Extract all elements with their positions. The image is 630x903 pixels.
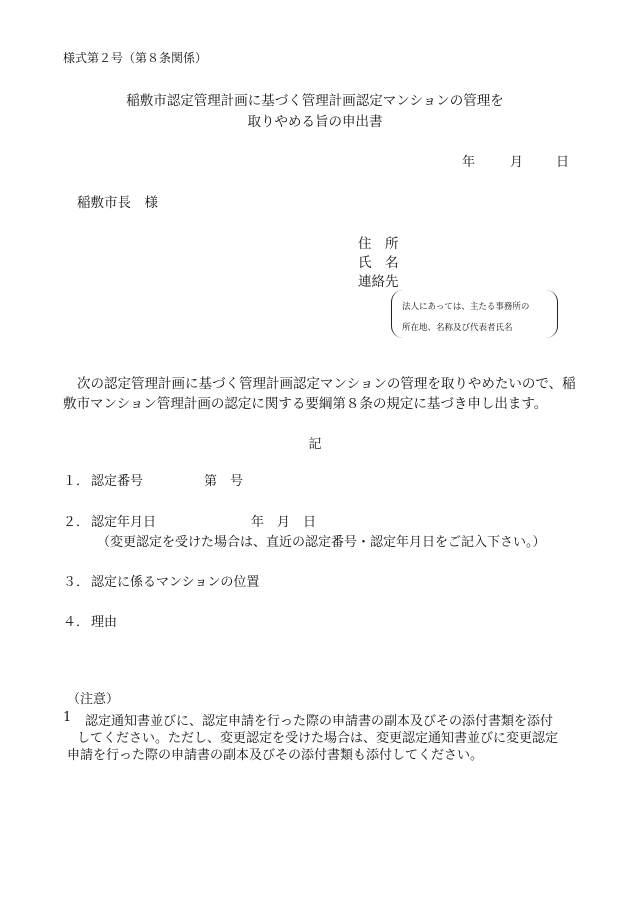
item-4-number: ４． (63, 615, 90, 630)
item-3-number: ３． (63, 575, 90, 590)
body-text-line2: 敷市マンション管理計画の認定に関する要綱第８条の規定に基づき申し出ます。 (63, 396, 548, 412)
item-1-value: 第 号 (204, 474, 244, 489)
notes-heading: （注意） (67, 692, 120, 707)
item-1-label: 認定番号 (91, 474, 144, 489)
item-2-note: （変更認定を受けた場合は、直近の認定番号・認定年月日をご記入下さい。） (97, 535, 546, 550)
notes-item-number: 1 (63, 710, 72, 725)
form-title-line2: 取りやめる旨の申出書 (247, 114, 383, 130)
addressee: 稲敷市長 様 (77, 195, 158, 211)
applicant-name-label: 氏 名 (358, 255, 399, 271)
corporate-note-line2: 所在地、名称及び代表者氏名 (402, 323, 513, 333)
applicant-contact-label: 連絡先 (358, 274, 399, 290)
applicant-address-label: 住 所 (358, 236, 399, 252)
notes-line3: 申請を行った際の申請書の副本及びその添付書類も添付してください。 (67, 748, 484, 763)
item-2-number: ２． (63, 515, 90, 530)
notes-line1: 認定通知書並びに、認定申請を行った際の申請書の副本及びその添付書類を添付 (85, 714, 554, 729)
ki-heading: 記 (308, 437, 322, 452)
item-3-label: 認定に係るマンションの位置 (91, 575, 260, 590)
item-2-value: 年 月 日 (251, 515, 317, 530)
body-text-line1: 次の認定管理計画に基づく管理計画認定マンションの管理を取りやめたいので、稲 (77, 376, 576, 392)
corporate-note-line1: 法人にあっては、主たる事務所の (402, 302, 530, 312)
item-2-label: 認定年月日 (91, 515, 157, 530)
date-month-label: 月 (510, 155, 524, 170)
date-day-label: 日 (556, 155, 570, 170)
notes-line2: してください。ただし、変更認定を受けた場合は、変更認定通知書並びに変更認定 (77, 731, 559, 746)
date-year-label: 年 (462, 155, 476, 170)
form-title-line1: 稲敷市認定管理計画に基づく管理計画認定マンションの管理を (126, 93, 504, 109)
item-4-label: 理由 (91, 615, 118, 630)
item-1-number: １． (63, 474, 90, 489)
form-number: 様式第２号（第８条関係） (63, 51, 208, 65)
